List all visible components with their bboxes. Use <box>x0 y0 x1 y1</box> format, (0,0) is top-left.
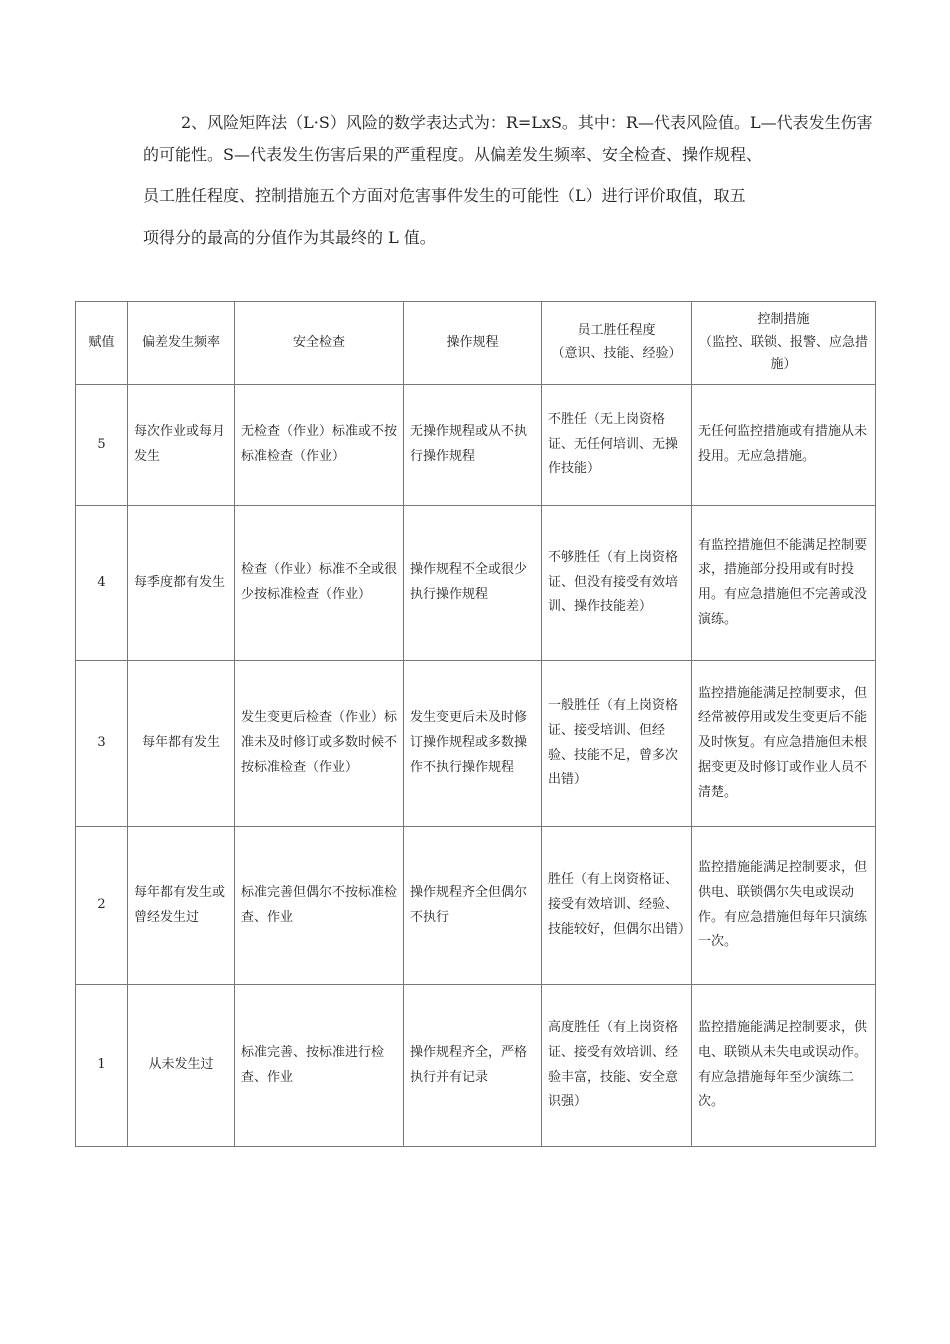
table-row <box>76 985 876 1147</box>
intro-line-4: 项得分的最高的分值作为其最终的 L 值。 <box>143 227 436 247</box>
intro-line-1: 2、风险矩阵法（L·S）风险的数学表达式为：R=LxS。其中：R—代表风险值。L—代表发生伤害 <box>181 113 873 132</box>
cell-staff: 不胜任（无上岗资格证、无任何培训、无操作技能） <box>542 385 692 506</box>
cell-control: 监控措施能满足控制要求，供电、联锁从未失电或误动作。有应急措施每年至少演练二次。 <box>692 985 876 1147</box>
cell-frequency: 每年都有发生 <box>128 661 235 827</box>
header-score: 赋值 <box>76 302 128 385</box>
likelihood-scoring-table <box>75 301 876 1147</box>
cell-score: 4 <box>76 506 128 661</box>
cell-procedure: 操作规程不全或很少执行操作规程 <box>404 506 542 661</box>
table-header-row <box>76 302 876 385</box>
cell-staff: 高度胜任（有上岗资格证、接受有效培训、经验丰富，技能、安全意识强） <box>542 985 692 1147</box>
cell-staff: 胜任（有上岗资格证、接受有效培训、经验、技能较好，但偶尔出错） <box>542 827 692 985</box>
cell-staff: 一般胜任（有上岗资格证、接受培训、但经验、技能不足，曾多次出错） <box>542 661 692 827</box>
header-staff-title: 员工胜任程度 <box>577 323 656 339</box>
cell-frequency: 每次作业或每月发生 <box>128 385 235 506</box>
intro-line-3: 员工胜任程度、控制措施五个方面对危害事件发生的可能性（L）进行评价取值，取五 <box>143 186 746 206</box>
cell-control: 监控措施能满足控制要求，但供电、联锁偶尔失电或误动作。有应急措施但每年只演练一次。 <box>692 827 876 985</box>
cell-procedure: 操作规程齐全，严格执行并有记录 <box>404 985 542 1147</box>
header-procedure: 操作规程 <box>404 302 542 385</box>
cell-inspection: 无检查（作业）标准或不按标准检查（作业） <box>235 385 404 506</box>
cell-procedure: 无操作规程或从不执行操作规程 <box>404 385 542 506</box>
table-row <box>76 385 876 506</box>
table-row <box>76 827 876 985</box>
cell-procedure: 发生变更后未及时修订操作规程或多数操作不执行操作规程 <box>404 661 542 827</box>
header-staff-competence <box>542 302 692 385</box>
header-control-measures <box>692 302 876 385</box>
header-frequency: 偏差发生频率 <box>128 302 235 385</box>
cell-control: 无任何监控措施或有措施从未投用。无应急措施。 <box>692 385 876 506</box>
cell-inspection: 检查（作业）标准不全或很少按标准检查（作业） <box>235 506 404 661</box>
cell-score: 3 <box>76 661 128 827</box>
header-control-sub: （监控、联锁、报警、应急措施） <box>698 334 868 373</box>
header-inspection: 安全检查 <box>235 302 404 385</box>
intro-paragraph <box>143 112 883 248</box>
cell-control: 有监控措施但不能满足控制要求，措施部分投用或有时投用。有应急措施但不完善或没演练。 <box>692 506 876 661</box>
cell-score: 2 <box>76 827 128 985</box>
intro-line-2: 的可能性。S—代表发生伤害后果的严重程度。从偏差发生频率、安全检查、操作规程、 <box>143 144 762 164</box>
table-row <box>76 506 876 661</box>
cell-staff: 不够胜任（有上岗资格证、但没有接受有效培训、操作技能差） <box>542 506 692 661</box>
cell-control: 监控措施能满足控制要求，但经常被停用或发生变更后不能及时恢复。有应急措施但未根据变更及时修订或作业人员不清楚。 <box>692 661 876 827</box>
header-staff-sub: （意识、技能、经验） <box>551 346 682 361</box>
cell-frequency: 每年都有发生或曾经发生过 <box>128 827 235 985</box>
cell-score: 5 <box>76 385 128 506</box>
cell-inspection: 标准完善但偶尔不按标准检查、作业 <box>235 827 404 985</box>
cell-frequency: 从未发生过 <box>128 985 235 1147</box>
cell-inspection: 标准完善、按标准进行检查、作业 <box>235 985 404 1147</box>
table-row <box>76 661 876 827</box>
cell-procedure: 操作规程齐全但偶尔不执行 <box>404 827 542 985</box>
cell-frequency: 每季度都有发生 <box>128 506 235 661</box>
header-control-title: 控制措施 <box>757 311 810 327</box>
cell-score: 1 <box>76 985 128 1147</box>
cell-inspection: 发生变更后检查（作业）标准未及时修订或多数时候不按标准检查（作业） <box>235 661 404 827</box>
